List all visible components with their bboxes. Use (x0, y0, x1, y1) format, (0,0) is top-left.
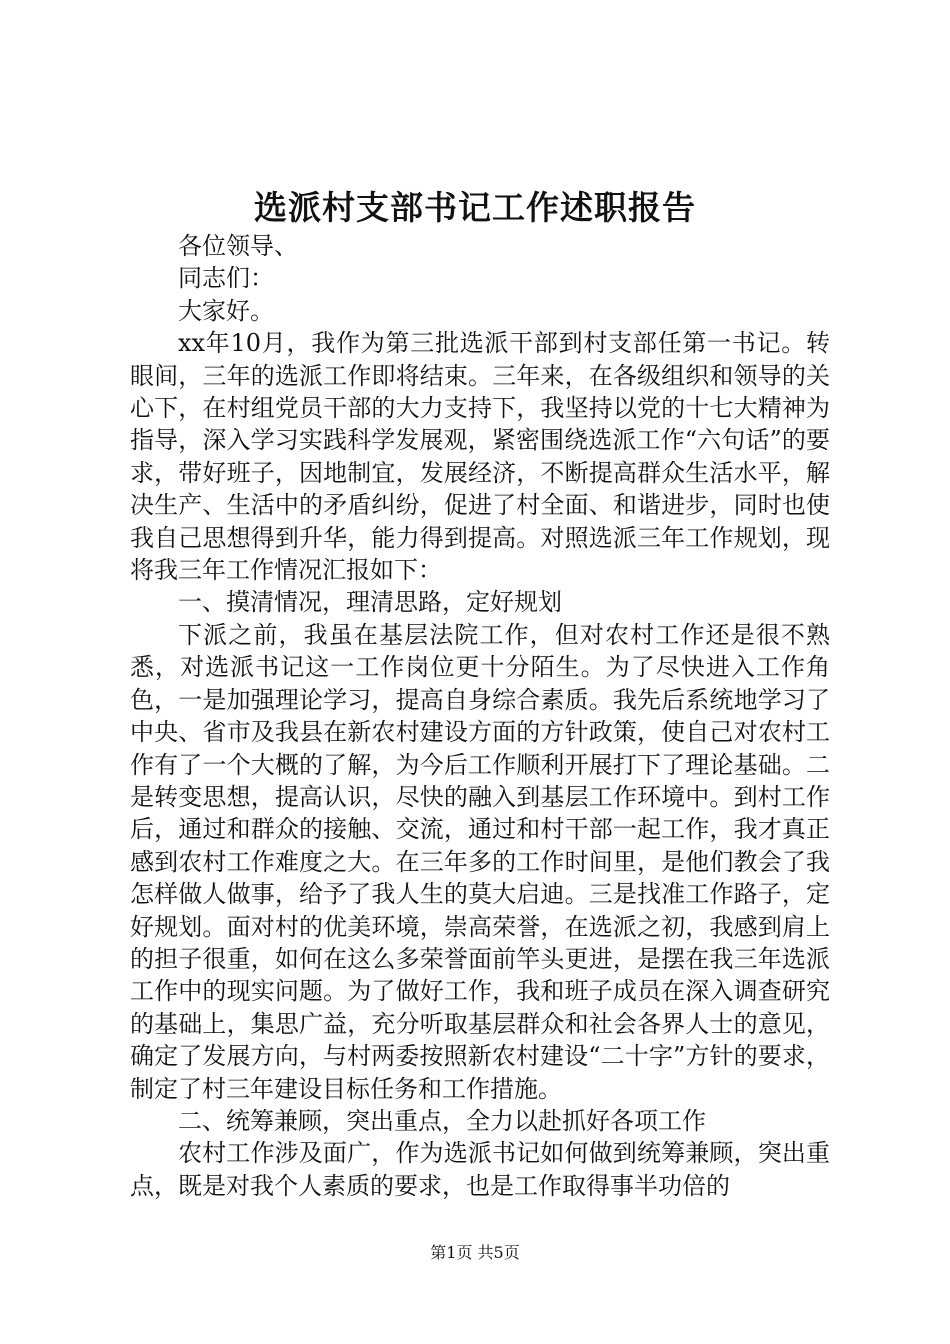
section-heading-1: 一、摸清情况，理清思路，定好规划 (178, 588, 562, 617)
section-1-paragraph: 下派之前，我虽在基层法院工作，但对农村工作还是很不熟悉，对选派书记这一工作岗位更十分陌生。为了尽快进入工作角色，一是加强理论学习，提高自身综合素质。我先后系统地学习了中央、省市及我县在新农村建设方面的方针政策，使自己对农村工作有了一个大概的了解，为今后工作顺利开展打下了理论基础。二是转变思想，提高认识，尽快的融入到基层工作环境中。到村工作后，通过和群众的接触、交流，通过和村干部一起工作，我才真正感到农村工作难度之大。在三年多的工作时间里，是他们教会了我怎样做人做事，给予了我人生的莫大启迪。三是找准工作路子，定好规划。面对村的优美环境，崇高荣誉，在选派之初，我感到肩上的担子很重，如何在这么多荣誉面前竿头更进，是摆在我三年选派工作中的现实问题。为了做好工作，我和班子成员在深入调查研究的基础上，集思广益，充分听取基层群众和社会各界人士的意见，确定了发展方向，与村两委按照新农村建设“二十字”方针的要求，制定了村三年建设目标任务和工作措施。 (130, 620, 830, 1103)
section-2-paragraph: 农村工作涉及面广，作为选派书记如何做到统筹兼顾，突出重点，既是对我个人素质的要求，也是工作取得事半功倍的 (130, 1139, 830, 1200)
salutation-leaders: 各位领导、 (178, 232, 298, 260)
section-heading-2: 二、统筹兼顾，突出重点，全力以赴抓好各项工作 (178, 1106, 706, 1135)
page-footer: 第1页 共5页 (430, 1243, 520, 1262)
greeting: 大家好。 (178, 296, 274, 325)
intro-paragraph: xx年10月，我作为第三批选派干部到村支部任第一书记。转眼间，三年的选派工作即将结束。三年来，在各级组织和领导的关心下，在村组党员干部的大力支持下，我坚持以党的十七大精神为指导，深入学习实践科学发展观，紧密围绕选派工作“六句话”的要求，带好班子，因地制宜，发展经济，不断提高群众生活水平，解决生产、生活中的矛盾纠纷，促进了村全面、和谐进步，同时也使我自己思想得到升华，能力得到提高。对照选派三年工作规划，现将我三年工作情况汇报如下： (130, 329, 830, 585)
document-body (130, 230, 830, 1202)
document-title: 选派村支部书记工作述职报告 (254, 188, 696, 227)
salutation-comrades: 同志们： (178, 264, 274, 293)
